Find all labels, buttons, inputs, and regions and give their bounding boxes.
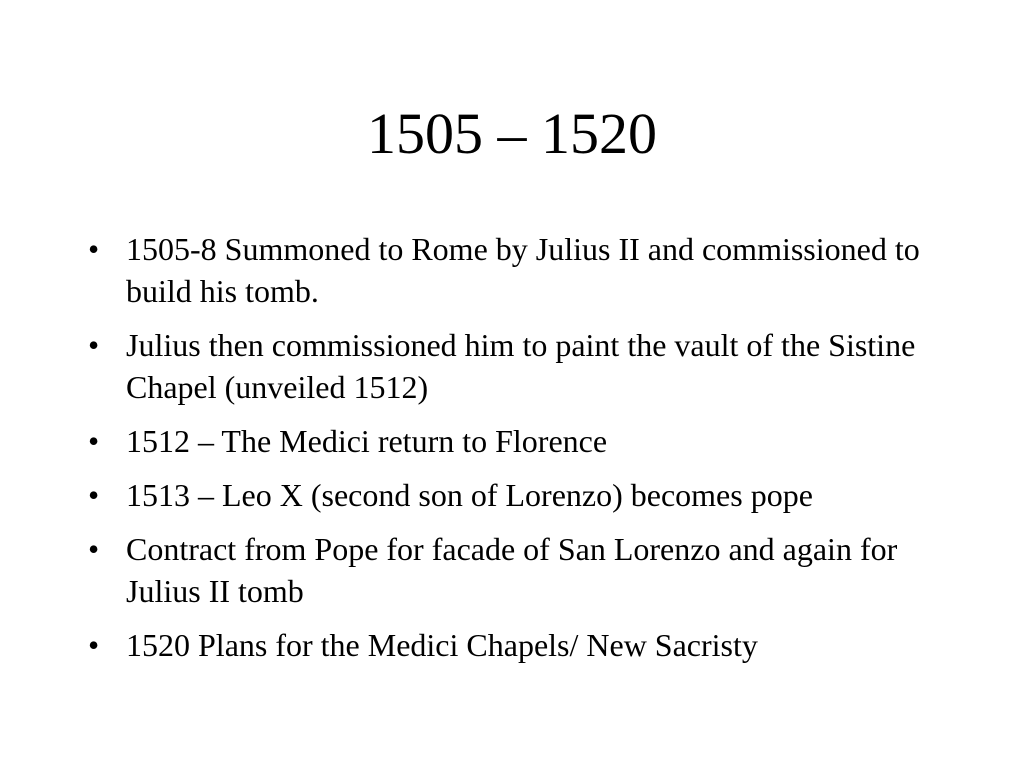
slide-title: 1505 – 1520 xyxy=(367,101,657,166)
bullet-item xyxy=(82,528,952,612)
bullet-item xyxy=(82,324,952,408)
bullet-item xyxy=(82,624,952,666)
bullet-item xyxy=(82,420,952,462)
bullet-text: 1520 Plans for the Medici Chapels/ New Sacristy xyxy=(126,627,758,663)
bullet-item xyxy=(82,228,952,312)
bullet-list xyxy=(82,228,952,678)
bullet-text: Julius then commissioned him to paint the vault of the Sistine Chapel (unveiled 1512) xyxy=(126,327,916,405)
bullet-text: 1505-8 Summoned to Rome by Julius II and commissioned to build his tomb. xyxy=(126,231,920,309)
bullet-text: 1513 – Leo X (second son of Lorenzo) becomes pope xyxy=(126,477,813,513)
bullet-item xyxy=(82,474,952,516)
bullet-icon: • xyxy=(88,423,100,459)
bullet-icon: • xyxy=(88,627,100,663)
bullet-icon: • xyxy=(88,531,100,567)
bullet-icon: • xyxy=(88,231,100,267)
bullet-text: Contract from Pope for facade of San Lorenzo and again for Julius II tomb xyxy=(126,531,898,609)
bullet-icon: • xyxy=(88,327,100,363)
bullet-icon: • xyxy=(88,477,100,513)
bullet-text: 1512 – The Medici return to Florence xyxy=(126,423,608,459)
